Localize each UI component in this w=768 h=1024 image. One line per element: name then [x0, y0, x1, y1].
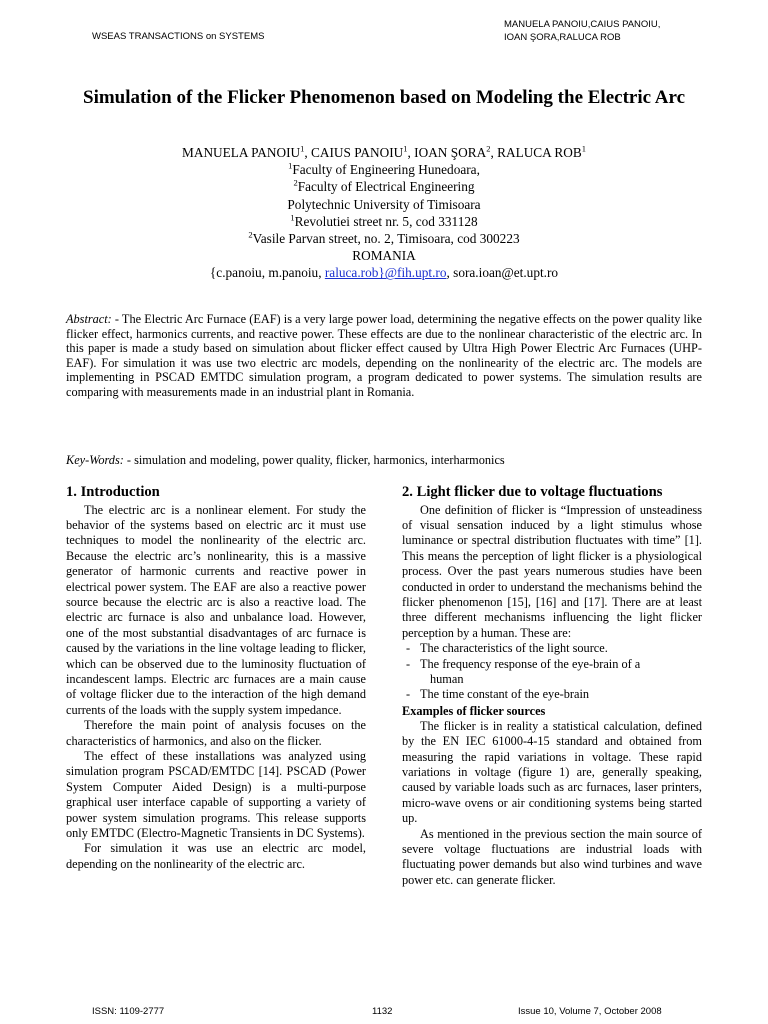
- author-affil-mark: 1: [581, 143, 586, 154]
- paper-title: Simulation of the Flicker Phenomenon based on Modeling the Electric Arc: [83, 87, 685, 108]
- list-item: [402, 687, 702, 702]
- author-affil-mark: 2: [486, 143, 491, 154]
- paragraph: As mentioned in the previous section the main source of severe voltage fluctuations are industrial loads with fluctuating power demands but also wind turbines and wave power etc. can generate flicker.: [402, 826, 702, 887]
- affiliation-university: Polytechnic University of Timisoara: [287, 196, 481, 212]
- country: ROMANIA: [352, 248, 416, 264]
- author-affil-mark: 1: [300, 143, 305, 154]
- affiliation-2: [60, 178, 708, 195]
- author-name: MANUELA PANOIU: [182, 145, 301, 160]
- abstract: [66, 312, 702, 400]
- keywords: [66, 453, 702, 468]
- subsection-heading-flicker-sources: Examples of flicker sources: [402, 703, 546, 718]
- author-name: RALUCA ROB: [497, 145, 582, 160]
- address-1: [60, 213, 708, 230]
- section-heading-introduction: 1. Introduction: [66, 484, 160, 500]
- affil-mark: 2: [248, 229, 253, 240]
- list-item-text: The characteristics of the light source.: [420, 641, 608, 656]
- running-header-authors: [504, 18, 660, 44]
- paragraph: The electric arc is a nonlinear element. For study the behavior of the systems based on electric arc it must use techniques to model the nonlinearity of the electric arc. Because the electric arc’s nonlinearity, this is a massive generator of harmonic currents and reactive power in electrical power system. The EAF are also a reactive power source because the electric arc is also a reactive load. The electric arc furnace is also and unbalance load. However, one of the most substantial disadvantages of arc furnace is caused by the variations in the line voltage leading to flicker, which can be observed due to the luminosity fluctuation of incandescent lamps. Electric arc furnaces are a main cause of voltage flicker due to the interaction of the high demand currents of the loads with the supply system impedance.: [66, 502, 366, 717]
- list-item-text-continued: human: [430, 671, 464, 686]
- affil-mark: 2: [293, 177, 298, 188]
- left-column: [66, 483, 366, 872]
- author-separator: ,: [304, 145, 312, 160]
- emails-prefix: {c.panoiu, m.panoiu,: [209, 265, 325, 281]
- author-separator: ,: [490, 145, 498, 160]
- paragraph: The flicker is in reality a statistical calculation, defined by the EN IEC 61000-4-15 standard and obtained from measuring the rapid variations in voltage. These rapid variations in voltage (figure 1) are, generally speaking, caused by variable loads such as arc furnaces, laser printers, micro-wave ovens or air conditioning systems being started up.: [402, 718, 702, 826]
- bullet-dash: -: [406, 641, 411, 656]
- author-block: [60, 144, 708, 282]
- paragraph: The effect of these installations was analyzed using simulation program PSCAD/EMTDC [14]. PSCAD (Power System Computer Aided Design) is a multi-purpose graphical user interface capable of supporting a variety of power system simulation programs. This release supports only EMTDC (Electro-Magnetic Transients in DC Systems).: [66, 749, 366, 841]
- running-header-authors-line1: MANUELA PANOIU,CAIUS PANOIU,: [504, 19, 661, 30]
- affil-text: Faculty of Electrical Engineering: [297, 179, 475, 195]
- affiliation-1: [60, 161, 708, 178]
- section-heading-light-flicker: 2. Light flicker due to voltage fluctuations: [402, 484, 663, 500]
- emails-suffix: , sora.ioan@et.upt.ro: [446, 265, 559, 281]
- footer-issn: ISSN: 1109-2777: [92, 1006, 165, 1017]
- running-header-authors-line2: IOAN ŞORA,RALUCA ROB: [504, 32, 621, 43]
- footer-issue: Issue 10, Volume 7, October 2008: [518, 1006, 662, 1017]
- right-column: [402, 483, 702, 888]
- keywords-label: Key-Words:: [66, 453, 124, 467]
- affil-mark: 1: [290, 212, 295, 223]
- paragraph: Therefore the main point of analysis focuses on the characteristics of harmonics, and also on the flicker.: [66, 718, 366, 748]
- footer-page-number: 1132: [372, 1006, 393, 1017]
- author-affil-mark: 1: [403, 143, 408, 154]
- address-text: Revolutiei street nr. 5, cod 331128: [294, 213, 478, 229]
- running-header-journal: WSEAS TRANSACTIONS on SYSTEMS: [92, 31, 265, 42]
- author-list: [60, 144, 708, 161]
- abstract-label: Abstract:: [66, 312, 112, 326]
- author-name: IOAN ŞORA: [414, 145, 487, 160]
- mechanism-list: [402, 641, 702, 703]
- address-text: Vasile Parvan street, no. 2, Timisoara, cod 300223: [252, 231, 520, 247]
- paragraph: One definition of flicker is “Impression of unsteadiness of visual sensation induced by a light stimulus whose luminance or spectral distribution fluctuates with time” [1]. This means the perception of light flicker is a physiological process. Over the past years numerous studies have been conducted in order to understand the mechanisms behind the flicker phenomenon [15], [16] and [17]. There are at least three different mechanisms influencing the light flicker perception by a human. These are:: [402, 502, 702, 640]
- bullet-dash: -: [406, 656, 411, 671]
- address-2: [60, 230, 708, 247]
- list-item-text: The frequency response of the eye-brain of a: [420, 656, 641, 671]
- list-item: [402, 657, 702, 688]
- list-item: [402, 641, 702, 656]
- abstract-text: - The Electric Arc Furnace (EAF) is a very large power load, determining the negative effects on the power quality like flicker effect, harmonics currents, and reactive power. These effects are due to the nonlinear characteristic of the electric arc. In this paper is made a study based on simulation about flicker effect caused by Ultra High Power Electric Arc Furnaces (UHP-EAF). For simulation it was use two electric arc models, depending on the nonlinearity of the electric arc. The models are implementing in PSCAD EMTDC simulation program, a program dedicated to power systems. The simulation results are comparing with measurements made in an industrial plant in Romania.: [66, 312, 702, 399]
- author-name: CAIUS PANOIU: [311, 145, 404, 160]
- paragraph: For simulation it was use an electric arc model, depending on the nonlinearity of the electric arc.: [66, 841, 366, 871]
- emails: [60, 264, 708, 281]
- author-separator: ,: [407, 145, 415, 160]
- affil-mark: 1: [288, 160, 293, 171]
- affil-text: Faculty of Engineering Hunedoara,: [292, 162, 480, 178]
- keywords-text: - simulation and modeling, power quality, flicker, harmonics, interharmonics: [123, 453, 505, 467]
- list-item-text: The time constant of the eye-brain: [420, 687, 590, 702]
- bullet-dash: -: [406, 687, 411, 702]
- email-link[interactable]: raluca.rob}@fih.upt.ro: [324, 265, 447, 281]
